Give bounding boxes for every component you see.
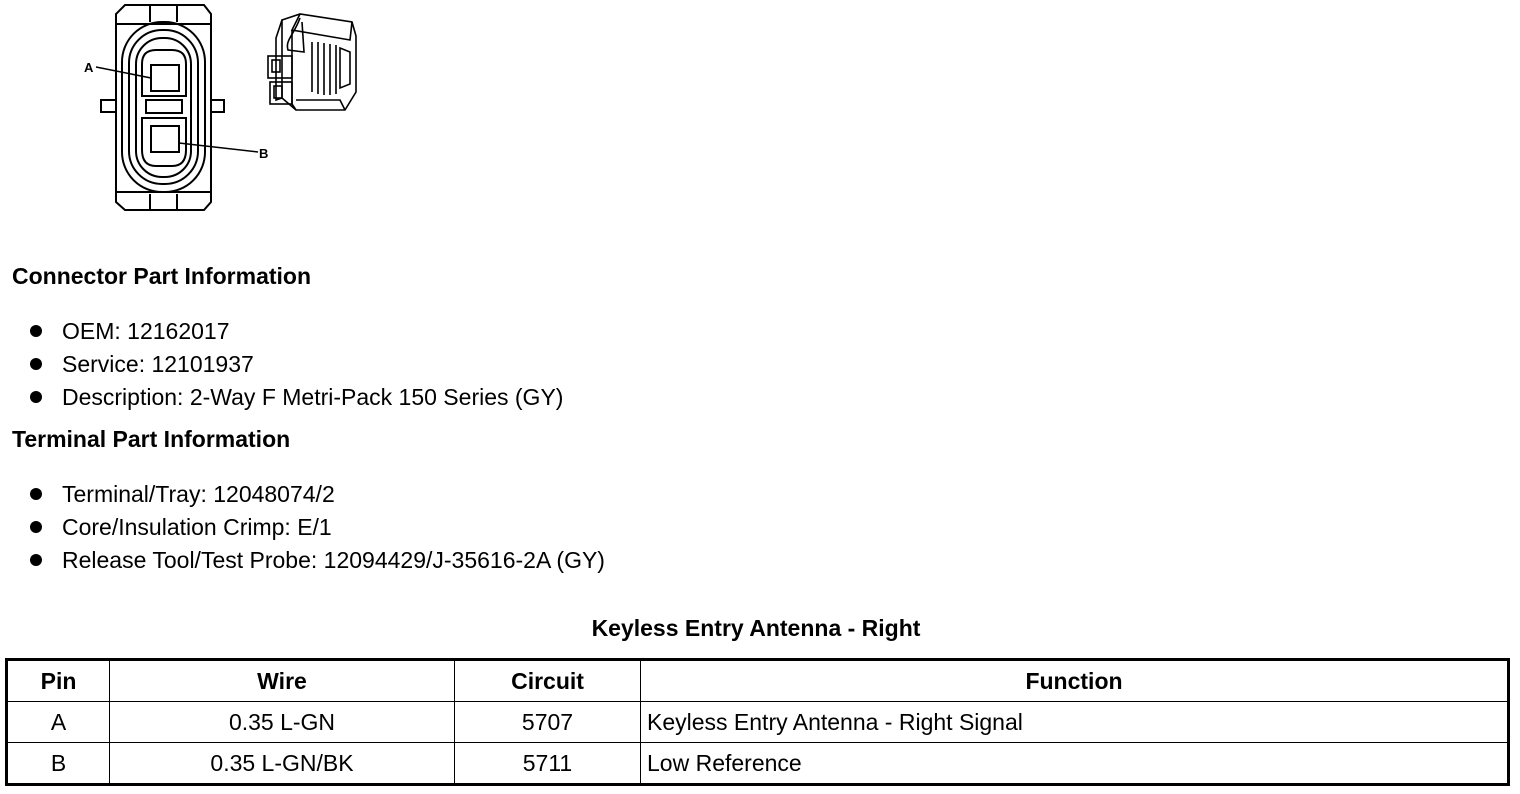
cell-circuit: 5711: [455, 743, 641, 785]
cell-wire: 0.35 L-GN: [110, 702, 455, 743]
terminal-part-info-list: [28, 478, 605, 577]
list-item-release-tool: Release Tool/Test Probe: 12094429/J-35616-2A (GY): [28, 544, 605, 577]
table-row: [7, 743, 1509, 785]
terminal-part-info-heading: Terminal Part Information: [12, 426, 291, 452]
header-function: Function: [641, 660, 1509, 702]
terminal-a: [151, 65, 179, 91]
connector-part-info-list: [28, 315, 563, 414]
cell-function: Low Reference: [641, 743, 1509, 785]
pin-table: [5, 658, 1510, 786]
connector-isometric-view: [268, 14, 356, 110]
table-row: [7, 702, 1509, 743]
left-latch: [101, 100, 116, 112]
connector-part-info-heading: Connector Part Information: [12, 263, 312, 289]
connector-housing-outline: [116, 5, 211, 210]
list-item-crimp: Core/Insulation Crimp: E/1: [28, 511, 605, 544]
table-header-row: [7, 660, 1509, 702]
cell-pin: A: [7, 702, 110, 743]
list-item-description: Description: 2-Way F Metri-Pack 150 Series (GY): [28, 381, 563, 414]
right-latch: [211, 100, 224, 112]
cell-circuit: 5707: [455, 702, 641, 743]
terminal-b: [151, 126, 179, 152]
list-item-terminal-tray: Terminal/Tray: 12048074/2: [28, 478, 605, 511]
cell-function: Keyless Entry Antenna - Right Signal: [641, 702, 1509, 743]
cell-wire: 0.35 L-GN/BK: [110, 743, 455, 785]
pin-label-a: A: [84, 60, 94, 75]
header-circuit: Circuit: [455, 660, 641, 702]
header-wire: Wire: [110, 660, 455, 702]
cell-pin: B: [7, 743, 110, 785]
list-item-oem: OEM: 12162017: [28, 315, 563, 348]
list-item-service: Service: 12101937: [28, 348, 563, 381]
pin-table-title: Keyless Entry Antenna - Right: [591, 615, 921, 641]
pin-label-b: B: [259, 146, 269, 161]
header-pin: Pin: [7, 660, 110, 702]
connector-diagram: [0, 0, 380, 222]
